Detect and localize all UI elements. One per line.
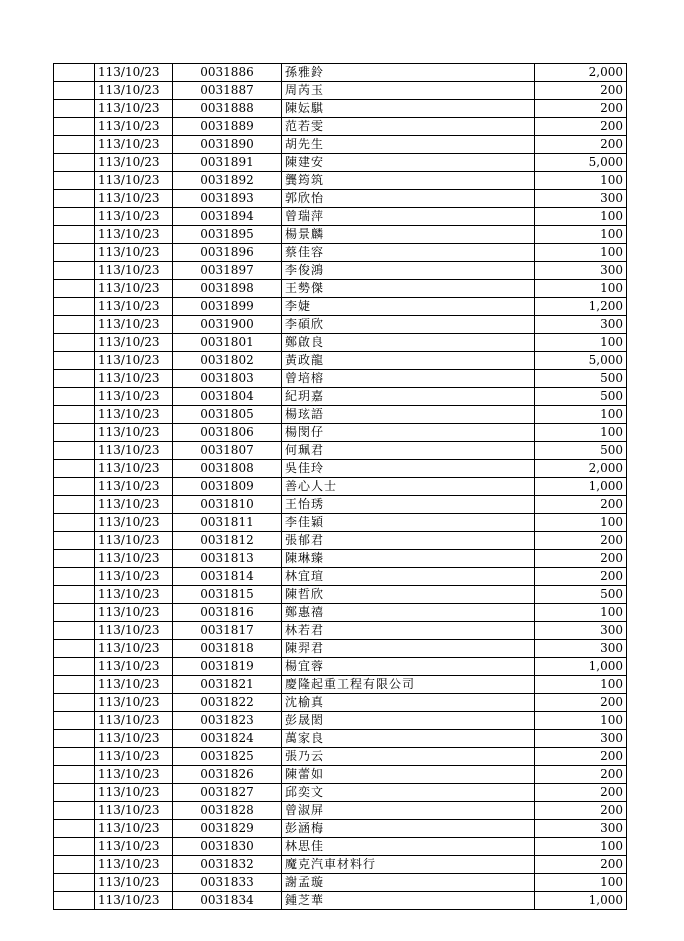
donation-ledger-table	[53, 63, 627, 910]
receipt-number-cell: 0031819	[173, 658, 282, 676]
date-cell: 113/10/23	[95, 550, 173, 568]
receipt-number-cell: 0031889	[173, 118, 282, 136]
amount-cell: 100	[535, 604, 627, 622]
table-row	[54, 514, 627, 532]
receipt-number-cell: 0031809	[173, 478, 282, 496]
blank-cell	[54, 892, 95, 910]
receipt-number-cell: 0031816	[173, 604, 282, 622]
table-row	[54, 568, 627, 586]
blank-cell	[54, 766, 95, 784]
donor-name-cell: 陳蕾如	[282, 766, 535, 784]
amount-cell: 300	[535, 262, 627, 280]
table-row	[54, 784, 627, 802]
date-cell: 113/10/23	[95, 622, 173, 640]
amount-cell: 200	[535, 694, 627, 712]
table-row	[54, 208, 627, 226]
donor-name-cell: 龔筠筑	[282, 172, 535, 190]
donor-name-cell: 吳佳玲	[282, 460, 535, 478]
receipt-number-cell: 0031807	[173, 442, 282, 460]
receipt-number-cell: 0031899	[173, 298, 282, 316]
donor-name-cell: 何珮君	[282, 442, 535, 460]
amount-cell: 300	[535, 820, 627, 838]
table-row	[54, 838, 627, 856]
date-cell: 113/10/23	[95, 856, 173, 874]
amount-cell: 1,000	[535, 658, 627, 676]
table-row	[54, 586, 627, 604]
date-cell: 113/10/23	[95, 352, 173, 370]
date-cell: 113/10/23	[95, 496, 173, 514]
table-row	[54, 550, 627, 568]
date-cell: 113/10/23	[95, 298, 173, 316]
date-cell: 113/10/23	[95, 280, 173, 298]
table-row	[54, 658, 627, 676]
table-row	[54, 118, 627, 136]
donor-name-cell: 萬家良	[282, 730, 535, 748]
table-row	[54, 766, 627, 784]
donor-name-cell: 郭欣怡	[282, 190, 535, 208]
date-cell: 113/10/23	[95, 370, 173, 388]
amount-cell: 200	[535, 748, 627, 766]
table-row	[54, 298, 627, 316]
date-cell: 113/10/23	[95, 226, 173, 244]
date-cell: 113/10/23	[95, 784, 173, 802]
donor-name-cell: 善心人士	[282, 478, 535, 496]
donor-name-cell: 黃政龍	[282, 352, 535, 370]
amount-cell: 500	[535, 388, 627, 406]
donor-name-cell: 林思佳	[282, 838, 535, 856]
donor-name-cell: 李佳穎	[282, 514, 535, 532]
receipt-number-cell: 0031811	[173, 514, 282, 532]
blank-cell	[54, 676, 95, 694]
date-cell: 113/10/23	[95, 712, 173, 730]
amount-cell: 500	[535, 370, 627, 388]
donor-name-cell: 李碩欣	[282, 316, 535, 334]
date-cell: 113/10/23	[95, 424, 173, 442]
receipt-number-cell: 0031886	[173, 64, 282, 82]
blank-cell	[54, 226, 95, 244]
amount-cell: 100	[535, 208, 627, 226]
receipt-number-cell: 0031826	[173, 766, 282, 784]
receipt-number-cell: 0031806	[173, 424, 282, 442]
amount-cell: 200	[535, 532, 627, 550]
receipt-number-cell: 0031805	[173, 406, 282, 424]
table-row	[54, 352, 627, 370]
table-row	[54, 874, 627, 892]
donor-name-cell: 蔡佳容	[282, 244, 535, 262]
date-cell: 113/10/23	[95, 892, 173, 910]
receipt-number-cell: 0031810	[173, 496, 282, 514]
table-row	[54, 712, 627, 730]
blank-cell	[54, 568, 95, 586]
table-row	[54, 172, 627, 190]
donor-name-cell: 陳建安	[282, 154, 535, 172]
amount-cell: 200	[535, 118, 627, 136]
amount-cell: 100	[535, 280, 627, 298]
date-cell: 113/10/23	[95, 154, 173, 172]
blank-cell	[54, 154, 95, 172]
amount-cell: 5,000	[535, 352, 627, 370]
donor-name-cell: 王勢傑	[282, 280, 535, 298]
table-row	[54, 388, 627, 406]
table-row	[54, 640, 627, 658]
donor-name-cell: 周芮玉	[282, 82, 535, 100]
blank-cell	[54, 460, 95, 478]
receipt-number-cell: 0031894	[173, 208, 282, 226]
blank-cell	[54, 712, 95, 730]
blank-cell	[54, 370, 95, 388]
date-cell: 113/10/23	[95, 820, 173, 838]
receipt-number-cell: 0031823	[173, 712, 282, 730]
amount-cell: 100	[535, 406, 627, 424]
receipt-number-cell: 0031892	[173, 172, 282, 190]
donor-name-cell: 陳羿君	[282, 640, 535, 658]
donor-name-cell: 王怡琇	[282, 496, 535, 514]
blank-cell	[54, 874, 95, 892]
amount-cell: 200	[535, 136, 627, 154]
receipt-number-cell: 0031824	[173, 730, 282, 748]
amount-cell: 200	[535, 496, 627, 514]
date-cell: 113/10/23	[95, 748, 173, 766]
table-row	[54, 856, 627, 874]
table-row	[54, 244, 627, 262]
amount-cell: 100	[535, 838, 627, 856]
blank-cell	[54, 640, 95, 658]
donor-name-cell: 鍾芝華	[282, 892, 535, 910]
date-cell: 113/10/23	[95, 604, 173, 622]
amount-cell: 300	[535, 640, 627, 658]
receipt-number-cell: 0031801	[173, 334, 282, 352]
donor-name-cell: 邱奕文	[282, 784, 535, 802]
table-row	[54, 460, 627, 478]
amount-cell: 100	[535, 226, 627, 244]
blank-cell	[54, 532, 95, 550]
amount-cell: 2,000	[535, 64, 627, 82]
blank-cell	[54, 262, 95, 280]
donor-name-cell: 謝孟璇	[282, 874, 535, 892]
table-row	[54, 64, 627, 82]
blank-cell	[54, 118, 95, 136]
date-cell: 113/10/23	[95, 730, 173, 748]
receipt-number-cell: 0031818	[173, 640, 282, 658]
receipt-number-cell: 0031828	[173, 802, 282, 820]
ledger-body	[54, 64, 627, 910]
blank-cell	[54, 514, 95, 532]
blank-cell	[54, 622, 95, 640]
donor-name-cell: 紀玥嘉	[282, 388, 535, 406]
date-cell: 113/10/23	[95, 478, 173, 496]
donor-name-cell: 陳哲欣	[282, 586, 535, 604]
table-row	[54, 190, 627, 208]
amount-cell: 200	[535, 100, 627, 118]
date-cell: 113/10/23	[95, 802, 173, 820]
table-row	[54, 100, 627, 118]
donor-name-cell: 李婕	[282, 298, 535, 316]
donor-name-cell: 沈榆真	[282, 694, 535, 712]
blank-cell	[54, 406, 95, 424]
receipt-number-cell: 0031808	[173, 460, 282, 478]
date-cell: 113/10/23	[95, 442, 173, 460]
date-cell: 113/10/23	[95, 658, 173, 676]
blank-cell	[54, 820, 95, 838]
donor-name-cell: 慶隆起重工程有限公司	[282, 676, 535, 694]
blank-cell	[54, 478, 95, 496]
blank-cell	[54, 190, 95, 208]
donor-name-cell: 曾培榕	[282, 370, 535, 388]
date-cell: 113/10/23	[95, 838, 173, 856]
blank-cell	[54, 496, 95, 514]
blank-cell	[54, 244, 95, 262]
blank-cell	[54, 388, 95, 406]
date-cell: 113/10/23	[95, 766, 173, 784]
amount-cell: 500	[535, 442, 627, 460]
donor-name-cell: 曾淑屏	[282, 802, 535, 820]
blank-cell	[54, 658, 95, 676]
table-row	[54, 406, 627, 424]
blank-cell	[54, 802, 95, 820]
blank-cell	[54, 100, 95, 118]
table-row	[54, 532, 627, 550]
amount-cell: 5,000	[535, 154, 627, 172]
table-row	[54, 442, 627, 460]
table-row	[54, 334, 627, 352]
donor-name-cell: 張郁君	[282, 532, 535, 550]
table-row	[54, 316, 627, 334]
table-row	[54, 424, 627, 442]
date-cell: 113/10/23	[95, 334, 173, 352]
blank-cell	[54, 352, 95, 370]
amount-cell: 300	[535, 316, 627, 334]
receipt-number-cell: 0031896	[173, 244, 282, 262]
amount-cell: 200	[535, 550, 627, 568]
amount-cell: 1,000	[535, 892, 627, 910]
amount-cell: 100	[535, 424, 627, 442]
amount-cell: 300	[535, 730, 627, 748]
amount-cell: 100	[535, 172, 627, 190]
amount-cell: 1,000	[535, 478, 627, 496]
date-cell: 113/10/23	[95, 262, 173, 280]
blank-cell	[54, 838, 95, 856]
date-cell: 113/10/23	[95, 118, 173, 136]
blank-cell	[54, 298, 95, 316]
amount-cell: 200	[535, 568, 627, 586]
donor-name-cell: 鄭啟良	[282, 334, 535, 352]
amount-cell: 100	[535, 874, 627, 892]
receipt-number-cell: 0031827	[173, 784, 282, 802]
donor-name-cell: 楊閔仔	[282, 424, 535, 442]
donor-name-cell: 李俊鴻	[282, 262, 535, 280]
date-cell: 113/10/23	[95, 100, 173, 118]
donor-name-cell: 鄭惠禧	[282, 604, 535, 622]
donor-name-cell: 曾瑞萍	[282, 208, 535, 226]
receipt-number-cell: 0031804	[173, 388, 282, 406]
date-cell: 113/10/23	[95, 388, 173, 406]
donor-name-cell: 陳琳臻	[282, 550, 535, 568]
donor-name-cell: 魔克汽車材料行	[282, 856, 535, 874]
table-row	[54, 154, 627, 172]
date-cell: 113/10/23	[95, 532, 173, 550]
blank-cell	[54, 334, 95, 352]
date-cell: 113/10/23	[95, 694, 173, 712]
amount-cell: 100	[535, 334, 627, 352]
date-cell: 113/10/23	[95, 406, 173, 424]
receipt-number-cell: 0031802	[173, 352, 282, 370]
table-row	[54, 496, 627, 514]
date-cell: 113/10/23	[95, 514, 173, 532]
table-row	[54, 262, 627, 280]
amount-cell: 200	[535, 766, 627, 784]
receipt-number-cell: 0031817	[173, 622, 282, 640]
donor-name-cell: 林若君	[282, 622, 535, 640]
receipt-number-cell: 0031893	[173, 190, 282, 208]
date-cell: 113/10/23	[95, 244, 173, 262]
receipt-number-cell: 0031821	[173, 676, 282, 694]
blank-cell	[54, 856, 95, 874]
receipt-number-cell: 0031888	[173, 100, 282, 118]
date-cell: 113/10/23	[95, 586, 173, 604]
amount-cell: 100	[535, 712, 627, 730]
table-row	[54, 820, 627, 838]
blank-cell	[54, 208, 95, 226]
blank-cell	[54, 730, 95, 748]
receipt-number-cell: 0031829	[173, 820, 282, 838]
donor-name-cell: 林宜瑄	[282, 568, 535, 586]
blank-cell	[54, 64, 95, 82]
receipt-number-cell: 0031830	[173, 838, 282, 856]
donor-name-cell: 胡先生	[282, 136, 535, 154]
table-row	[54, 802, 627, 820]
date-cell: 113/10/23	[95, 676, 173, 694]
amount-cell: 200	[535, 784, 627, 802]
receipt-number-cell: 0031815	[173, 586, 282, 604]
blank-cell	[54, 550, 95, 568]
date-cell: 113/10/23	[95, 190, 173, 208]
donor-name-cell: 陳妘騏	[282, 100, 535, 118]
blank-cell	[54, 604, 95, 622]
date-cell: 113/10/23	[95, 640, 173, 658]
blank-cell	[54, 424, 95, 442]
receipt-number-cell: 0031900	[173, 316, 282, 334]
table-row	[54, 748, 627, 766]
receipt-number-cell: 0031895	[173, 226, 282, 244]
table-row	[54, 280, 627, 298]
donor-name-cell: 楊宜蓉	[282, 658, 535, 676]
date-cell: 113/10/23	[95, 136, 173, 154]
date-cell: 113/10/23	[95, 208, 173, 226]
donor-name-cell: 孫雅鈴	[282, 64, 535, 82]
blank-cell	[54, 172, 95, 190]
table-row	[54, 676, 627, 694]
receipt-number-cell: 0031898	[173, 280, 282, 298]
receipt-number-cell: 0031832	[173, 856, 282, 874]
date-cell: 113/10/23	[95, 460, 173, 478]
table-row	[54, 892, 627, 910]
donor-name-cell: 范若雯	[282, 118, 535, 136]
table-row	[54, 604, 627, 622]
donor-name-cell: 彭涵梅	[282, 820, 535, 838]
receipt-number-cell: 0031833	[173, 874, 282, 892]
date-cell: 113/10/23	[95, 172, 173, 190]
amount-cell: 100	[535, 244, 627, 262]
table-row	[54, 136, 627, 154]
receipt-number-cell: 0031897	[173, 262, 282, 280]
blank-cell	[54, 586, 95, 604]
donor-name-cell: 楊玹語	[282, 406, 535, 424]
amount-cell: 300	[535, 190, 627, 208]
blank-cell	[54, 784, 95, 802]
donor-name-cell: 彭晟閎	[282, 712, 535, 730]
table-row	[54, 694, 627, 712]
amount-cell: 200	[535, 82, 627, 100]
amount-cell: 200	[535, 856, 627, 874]
receipt-number-cell: 0031890	[173, 136, 282, 154]
date-cell: 113/10/23	[95, 568, 173, 586]
table-row	[54, 370, 627, 388]
donor-name-cell: 張乃云	[282, 748, 535, 766]
amount-cell: 100	[535, 514, 627, 532]
amount-cell: 2,000	[535, 460, 627, 478]
table-row	[54, 226, 627, 244]
table-row	[54, 478, 627, 496]
blank-cell	[54, 136, 95, 154]
amount-cell: 200	[535, 802, 627, 820]
date-cell: 113/10/23	[95, 316, 173, 334]
blank-cell	[54, 316, 95, 334]
amount-cell: 500	[535, 586, 627, 604]
table-row	[54, 82, 627, 100]
blank-cell	[54, 748, 95, 766]
blank-cell	[54, 442, 95, 460]
amount-cell: 1,200	[535, 298, 627, 316]
receipt-number-cell: 0031822	[173, 694, 282, 712]
amount-cell: 100	[535, 676, 627, 694]
receipt-number-cell: 0031813	[173, 550, 282, 568]
receipt-number-cell: 0031887	[173, 82, 282, 100]
receipt-number-cell: 0031891	[173, 154, 282, 172]
table-row	[54, 622, 627, 640]
receipt-number-cell: 0031825	[173, 748, 282, 766]
amount-cell: 300	[535, 622, 627, 640]
receipt-number-cell: 0031803	[173, 370, 282, 388]
date-cell: 113/10/23	[95, 64, 173, 82]
blank-cell	[54, 280, 95, 298]
date-cell: 113/10/23	[95, 82, 173, 100]
receipt-number-cell: 0031834	[173, 892, 282, 910]
receipt-number-cell: 0031814	[173, 568, 282, 586]
blank-cell	[54, 694, 95, 712]
receipt-number-cell: 0031812	[173, 532, 282, 550]
donor-name-cell: 楊景麟	[282, 226, 535, 244]
date-cell: 113/10/23	[95, 874, 173, 892]
table-row	[54, 730, 627, 748]
blank-cell	[54, 82, 95, 100]
